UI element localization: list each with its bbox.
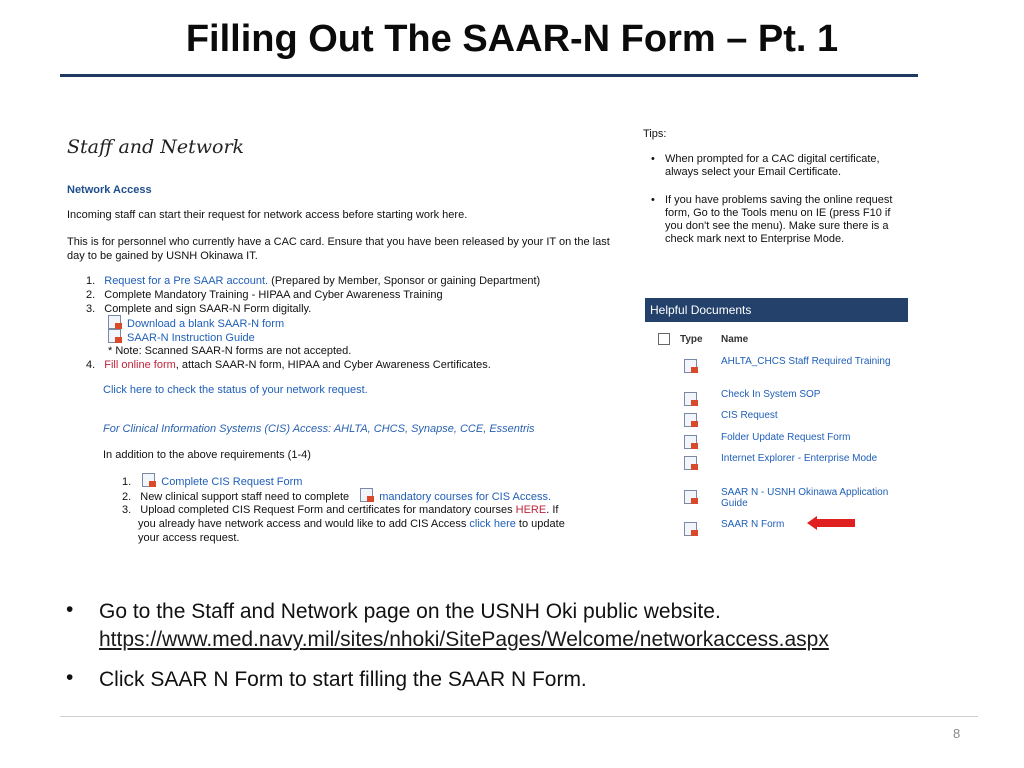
mandatory-courses-link[interactable]: mandatory courses for CIS Access.	[379, 491, 552, 503]
network-access-heading: Network Access	[67, 184, 152, 196]
helpful-documents-panel	[645, 298, 908, 542]
cis-step-3-text: Upload completed CIS Request Form and certificates for mandatory courses	[140, 504, 516, 516]
document-row[interactable]	[645, 487, 908, 511]
document-icon	[360, 488, 373, 502]
step-1	[86, 274, 540, 288]
instruction-guide-row[interactable]	[108, 329, 255, 345]
instruction-guide-link[interactable]: SAAR-N Instruction Guide	[127, 332, 255, 344]
tip-text: If you have problems saving the online request form, Go to the Tools menu on IE (press F10 if you don't see the menu). Make sure there is a check mark next to Enterprise Mode.	[665, 194, 893, 245]
document-icon	[684, 359, 697, 373]
cis-step-3-line3: your access request.	[138, 532, 240, 544]
status-link[interactable]: Click here to check the status of your network request.	[103, 384, 368, 396]
step-2	[86, 288, 443, 302]
step-number: 4.	[86, 359, 96, 371]
step-number: 3.	[86, 303, 96, 315]
step-4-text: , attach SAAR-N form, HIPAA and Cyber Awareness Certificates.	[175, 359, 491, 371]
document-icon	[684, 413, 697, 427]
in-addition-text: In addition to the above requirements (1-4)	[103, 449, 311, 461]
step-number: 2.	[122, 491, 132, 503]
here-link[interactable]: HERE	[515, 504, 547, 516]
step-number: 3.	[122, 504, 132, 516]
click-here-link[interactable]: click here	[469, 518, 516, 530]
document-name-link[interactable]: Internet Explorer - Enterprise Mode	[721, 453, 878, 464]
cis-step-2-text: New clinical support staff need to complete	[140, 491, 350, 503]
document-icon	[684, 392, 697, 406]
bullet-icon: •	[66, 598, 74, 621]
saar-n-form-row[interactable]	[645, 519, 908, 543]
document-icon	[684, 435, 697, 449]
tip-text: When prompted for a CAC digital certificate, always select your Email Certificate.	[665, 153, 880, 178]
cis-step-1	[122, 473, 302, 489]
cis-step-3-line2a: you already have network access and would like to add CIS Access	[138, 518, 470, 530]
step-4	[86, 358, 491, 372]
document-row[interactable]	[645, 453, 908, 477]
document-row[interactable]	[645, 410, 908, 434]
download-blank-link[interactable]: Download a blank SAAR-N form	[127, 318, 285, 330]
fill-online-form-link[interactable]: Fill online form	[104, 359, 176, 371]
document-icon	[142, 473, 155, 487]
cis-request-form-link[interactable]: Complete CIS Request Form	[161, 476, 303, 488]
document-name-link[interactable]: Check In System SOP	[721, 389, 821, 400]
cis-step-3	[122, 503, 558, 517]
page-number: 8	[953, 726, 961, 741]
pre-saar-link[interactable]: Request for a Pre SAAR account.	[104, 275, 269, 287]
step-number: 1.	[122, 476, 132, 488]
document-name-link[interactable]: CIS Request	[721, 410, 778, 421]
step-2-text: Complete Mandatory Training - HIPAA and Cyber Awareness Training	[104, 289, 443, 301]
document-icon	[684, 456, 697, 470]
tips-label: Tips:	[643, 128, 667, 140]
document-icon	[108, 329, 121, 343]
scan-note: * Note: Scanned SAAR-N forms are not accepted.	[108, 345, 352, 357]
tip-item	[651, 194, 905, 246]
select-all-checkbox[interactable]	[658, 333, 670, 345]
bullet-icon: •	[651, 194, 655, 206]
step-3	[86, 302, 311, 316]
cis-step-3-line2b: to update	[515, 518, 565, 530]
saar-n-form-link[interactable]: SAAR N Form	[721, 519, 785, 530]
bullet-text: Click SAAR N Form to start filling the SAAR N Form.	[99, 668, 587, 691]
tip-item	[651, 153, 905, 179]
staff-network-panel	[64, 128, 632, 548]
intro-line-2b: day to be gained by USNH Okinawa IT.	[67, 250, 258, 262]
helpful-documents-header: Helpful Documents	[645, 298, 908, 322]
title-rule	[60, 74, 918, 77]
document-icon	[684, 490, 697, 504]
document-row[interactable]	[645, 356, 908, 380]
left-arrow-icon	[807, 516, 855, 530]
step-number: 2.	[86, 289, 96, 301]
document-name-link[interactable]: AHLTA_CHCS Staff Required Training	[721, 356, 891, 367]
slide-title: Filling Out The SAAR-N Form – Pt. 1	[185, 18, 839, 60]
name-column-header[interactable]: Name	[721, 334, 749, 345]
tips-panel	[643, 128, 923, 268]
cis-heading: For Clinical Information Systems (CIS) Access: AHLTA, CHCS, Synapse, CCE, Essentris	[103, 423, 535, 435]
cis-step-2	[122, 488, 551, 504]
network-access-url[interactable]: https://www.med.navy.mil/sites/nhoki/SitePages/Welcome/networkaccess.aspx	[99, 628, 829, 651]
step-number: 1.	[86, 275, 96, 287]
cis-step-3-line2	[138, 517, 565, 531]
step-3-text: Complete and sign SAAR-N Form digitally.	[104, 303, 312, 315]
intro-line: Incoming staff can start their request for network access before starting work here.	[67, 209, 468, 221]
type-column-header[interactable]: Type	[680, 334, 703, 345]
bullet-text: Go to the Staff and Network page on the USNH Oki public website.	[99, 600, 721, 623]
bullet-icon: •	[651, 153, 655, 165]
staff-network-heading: Staff and Network	[67, 136, 245, 158]
document-name-link[interactable]: SAAR N - USNH Okinawa Application Guide	[721, 487, 889, 509]
intro-line-2a: This is for personnel who currently have a CAC card. Ensure that you have been released by your IT on the last	[67, 236, 610, 248]
step-1-text: (Prepared by Member, Sponsor or gaining Department)	[268, 275, 541, 287]
document-icon	[108, 315, 121, 329]
footer-rule	[60, 716, 978, 717]
bullet-icon: •	[66, 666, 74, 689]
document-icon	[684, 522, 697, 536]
document-name-link[interactable]: Folder Update Request Form	[721, 432, 851, 443]
cis-step-3-text-b: . If	[546, 504, 559, 516]
